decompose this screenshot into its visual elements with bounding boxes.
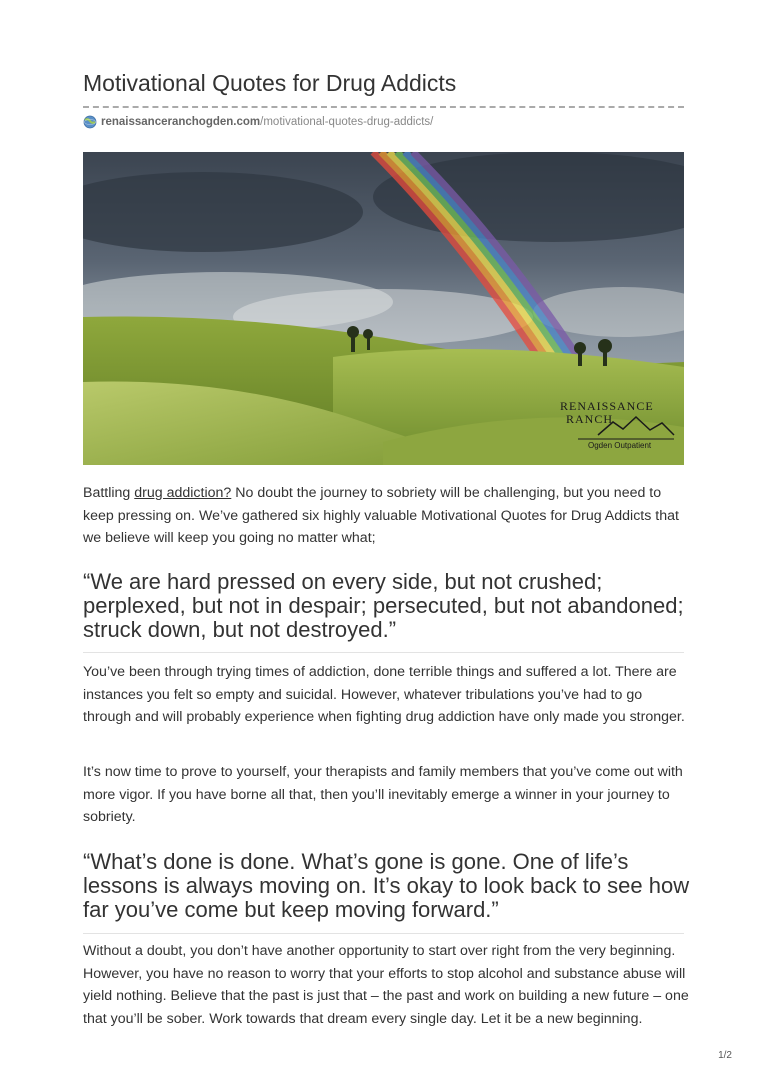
source-path: /motivational-quotes-drug-addicts/ (260, 116, 434, 128)
intro-text-start: Battling (83, 485, 135, 501)
drug-addiction-link[interactable]: drug addiction? (134, 485, 232, 501)
globe-icon (83, 115, 97, 129)
quote-heading-1: “We are hard pressed on every side, but not crushed; perplexed, but not in despair; persecuted, but not abandoned; struck down, but not destroyed.” (83, 569, 684, 642)
source-domain: renaissanceranchogden.com (101, 116, 261, 128)
quote-divider-1 (83, 652, 684, 653)
page-number: 1/2 (718, 1050, 732, 1061)
quote-divider-2 (83, 933, 684, 934)
intro-text-end: No doubt the journey to sobriety will be challenging, but you need to keep pressing on. We’ve gathered six highly valuable Motivational Quotes for Drug Addicts that we believe will keep you going no matter what; (83, 485, 679, 546)
body-paragraph-3: Without a doubt, you don’t have another opportunity to start over right from the very beginning. However, you have no reason to worry that your efforts to stop alcohol and substance abuse will yield nothing. Believe that the past is just that – the past and work on building a new future – one that you’ll be sober. Work towards that dream every single day. Let it be a new beginning. (83, 943, 689, 1027)
logo-subtitle: Ogden Outpatient (588, 441, 652, 450)
logo-text-line2: RANCH (566, 412, 614, 426)
intro-paragraph (83, 482, 693, 550)
logo-text-line1: RENAISSANCE (560, 399, 654, 413)
page-title: Motivational Quotes for Drug Addicts (83, 70, 457, 96)
title-divider (83, 106, 684, 108)
body-paragraph-2: It’s now time to prove to yourself, your therapists and family members that you’ve come out with more vigor. If you have borne all that, then you’ll inevitably emerge a winner in your journey to sobriety. (83, 764, 683, 825)
source-link[interactable] (83, 115, 433, 129)
hero-image (83, 152, 684, 465)
renaissance-ranch-logo (558, 397, 676, 457)
quote-heading-2: “What’s done is done. What’s gone is gone. One of life’s lessons is always moving on. It’s okay to look back to see how far you’ve come but keep moving forward.” (83, 849, 690, 922)
body-paragraph-1: You’ve been through trying times of addiction, done terrible things and suffered a lot. There are instances you felt so empty and suicidal. However, whatever tribulations you’ve had to go through and will probably experience when fighting drug addiction have only made you stronger. (83, 664, 685, 725)
